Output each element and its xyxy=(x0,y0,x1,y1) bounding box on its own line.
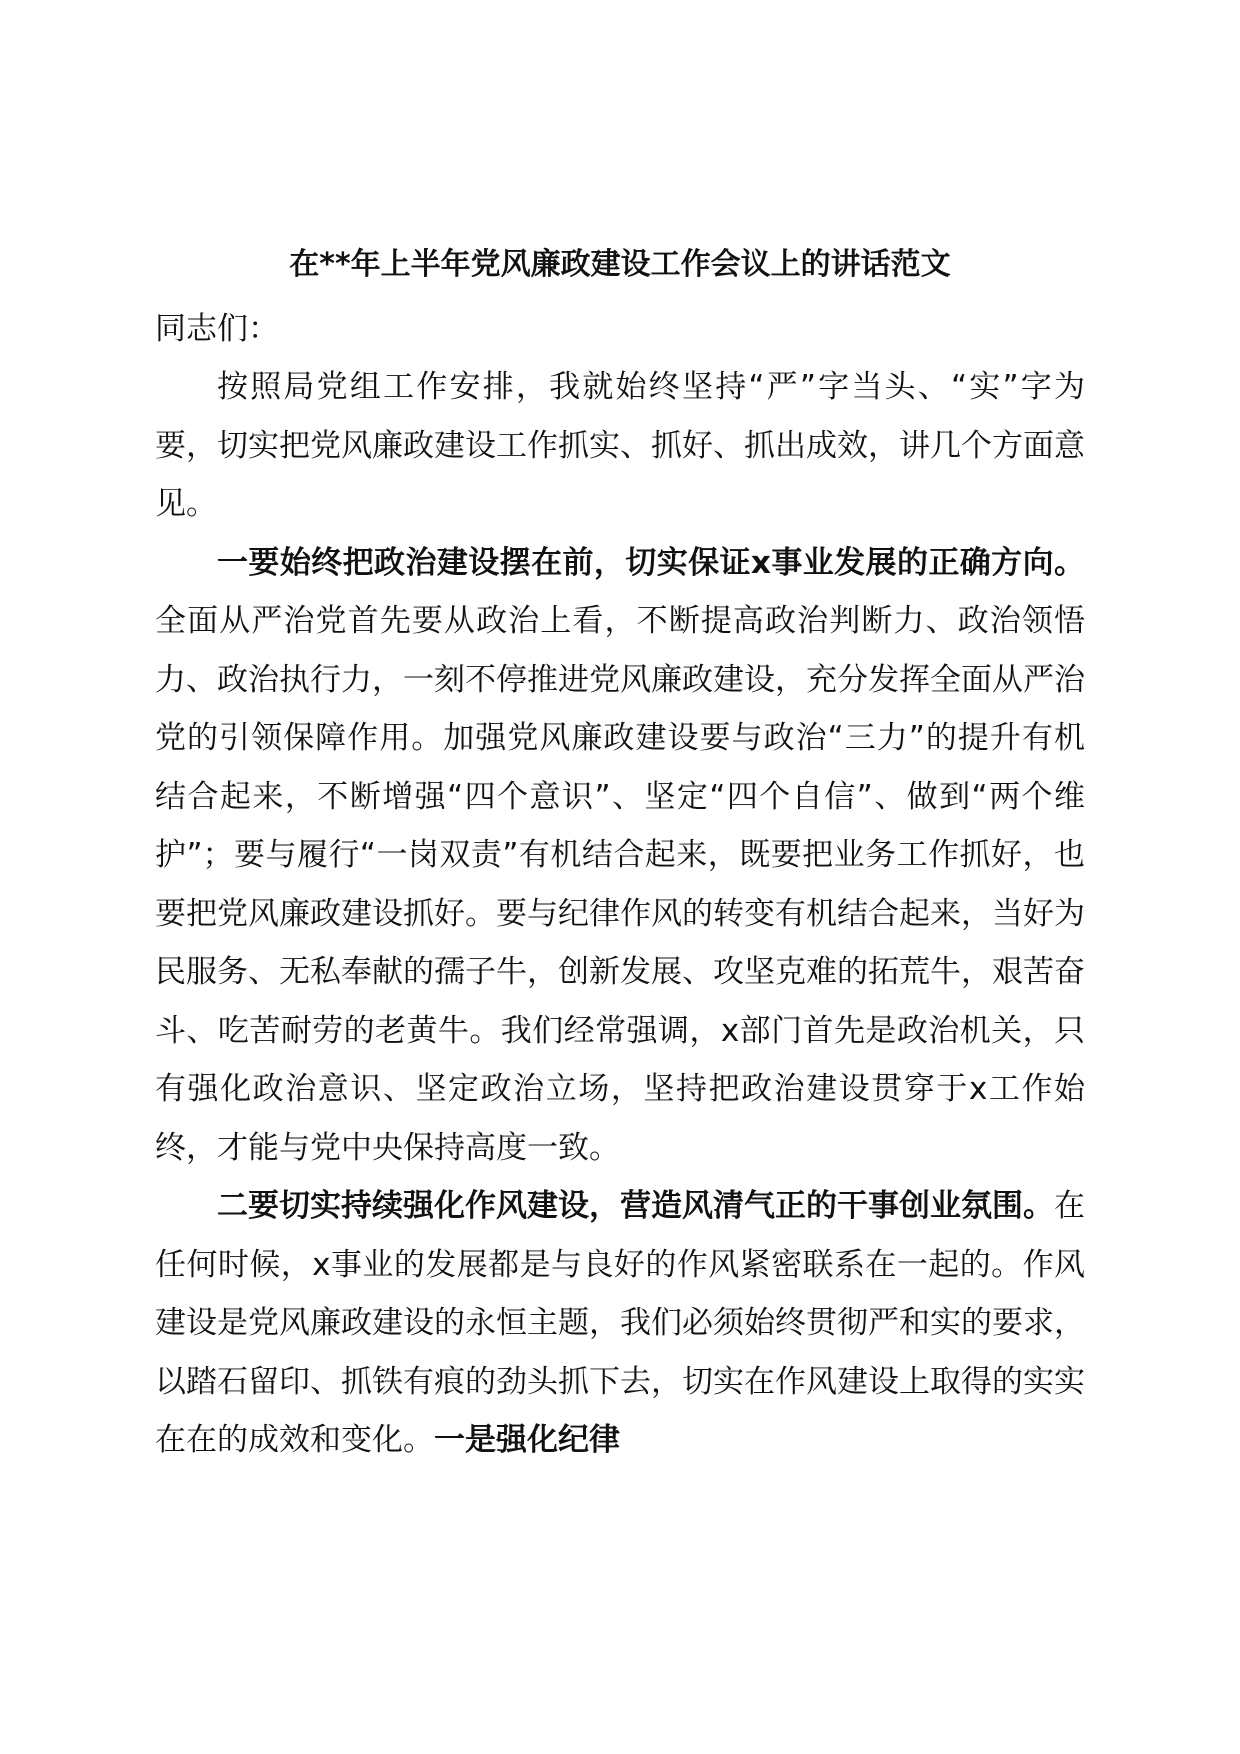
section-1-body: 全面从严治党首先要从政治上看，不断提高政治判断力、政治领悟力、政治执行力，一刻不停推进党风廉政建设，充分发挥全面从严治党的引领保障作用。加强党风廉政建设要与政治“三力”的提升有机结合起来，不断增强“四个意识”、坚定“四个自信”、做到“两个维护”；要与履行“一岗双责”有机结合起来，既要把业务工作抓好，也要把党风廉政建设抓好。要与纪律作风的转变有机结合起来，当好为民服务、无私奉献的孺子牛，创新发展、攻坚克难的拓荒牛，艰苦奋斗、吃苦耐劳的老黄牛。我们经常强调，x部门首先是政治机关，只有强化政治意识、坚定政治立场，坚持把政治建设贯穿于x工作始终，才能与党中央保持高度一致。 xyxy=(155,603,1085,1166)
section-2-paragraph xyxy=(155,1177,1085,1470)
salutation: 同志们： xyxy=(155,311,279,347)
intro-paragraph: 按照局党组工作安排，我就始终坚持“严”字当头、“实”字为要，切实把党风廉政建设工作抓实、抓好、抓出成效，讲几个方面意见。 xyxy=(155,369,1085,522)
section-2-heading: 二要切实持续强化作风建设，营造风清气正的干事创业氛围。 xyxy=(217,1188,1054,1224)
section-1-paragraph xyxy=(155,534,1085,1178)
section-2-subheading: 一是强化纪律 xyxy=(434,1422,620,1458)
section-1-heading: 一要始终把政治建设摆在前，切实保证x事业发展的正确方向。 xyxy=(217,544,1085,581)
section-2-body: 在任何时候，x事业的发展都是与良好的作风紧密联系在一起的。作风建设是党风廉政建设的永恒主题，我们必须始终贯彻严和实的要求，以踏石留印、抓铁有痕的劲头抓下去，切实在作风建设上取得的实实在在的成效和变化。 xyxy=(155,1188,1085,1458)
document-title: 在**年上半年党风廉政建设工作会议上的讲话范文 xyxy=(289,247,951,282)
document-page xyxy=(155,240,1085,1470)
